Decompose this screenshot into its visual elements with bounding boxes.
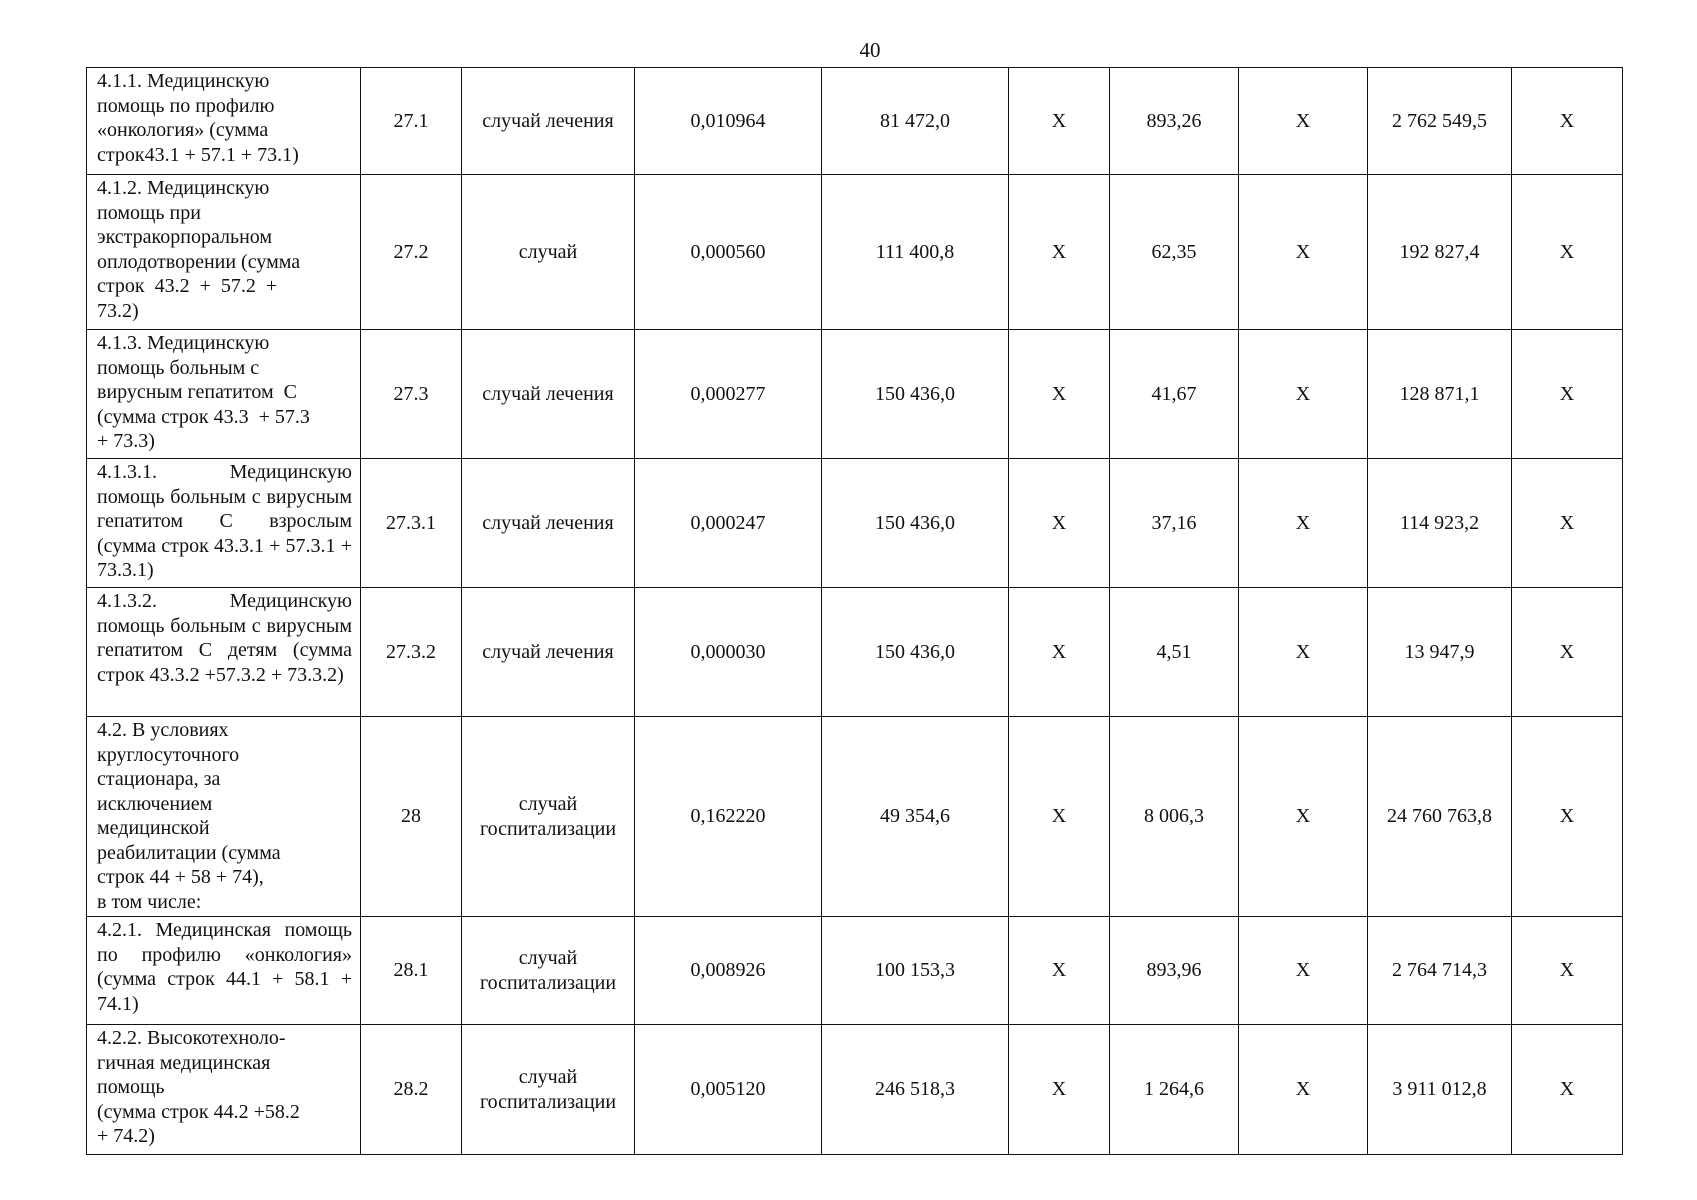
cell-x: Х [1512,588,1623,717]
cell-x: Х [1239,459,1368,588]
cell-per-capita: 893,96 [1110,917,1239,1025]
cell-norm: 0,005120 [635,1025,822,1155]
cell-unit: случай госпитализации [462,717,635,917]
table-body [87,68,1623,1155]
cell-cost: 246 518,3 [822,1025,1009,1155]
table-row [87,459,1623,588]
cell-line-number: 27.3 [361,330,462,459]
cell-line-number: 28.1 [361,917,462,1025]
cell-cost: 81 472,0 [822,68,1009,175]
cell-name: 4.1.3.2. Медицинскую помощь больным с вирусным гепатитом С детям (сумма строк 43.3.2 +57.3.2 + 73.3.2) [87,588,361,717]
cell-norm: 0,162220 [635,717,822,917]
cell-per-capita: 4,51 [1110,588,1239,717]
table-row [87,68,1623,175]
cell-per-capita: 37,16 [1110,459,1239,588]
cell-unit: случай госпитализации [462,1025,635,1155]
cell-x: Х [1512,68,1623,175]
cell-per-capita: 62,35 [1110,175,1239,330]
cell-total: 24 760 763,8 [1368,717,1512,917]
cell-unit: случай лечения [462,459,635,588]
cell-x: Х [1239,717,1368,917]
cell-x: Х [1009,917,1110,1025]
cell-line-number: 28 [361,717,462,917]
cell-line-number: 27.1 [361,68,462,175]
cell-x: Х [1239,330,1368,459]
cell-x: Х [1239,68,1368,175]
cell-total: 2 762 549,5 [1368,68,1512,175]
cell-name: 4.1.3. Медицинскую помощь больным с вирусным гепатитом С (сумма строк 43.3 + 57.3 + 73.3) [87,330,361,459]
cell-norm: 0,008926 [635,917,822,1025]
cell-unit: случай лечения [462,588,635,717]
cell-per-capita: 893,26 [1110,68,1239,175]
cell-total: 2 764 714,3 [1368,917,1512,1025]
cell-cost: 100 153,3 [822,917,1009,1025]
page-number: 40 [859,38,881,62]
cell-name: 4.1.2. Медицинскую помощь при экстракорпоральном оплодотворении (сумма строк 43.2 + 57.2 + 73.2) [87,175,361,330]
cell-x: Х [1512,917,1623,1025]
cell-norm: 0,010964 [635,68,822,175]
cell-x: Х [1512,717,1623,917]
cell-cost: 150 436,0 [822,330,1009,459]
table-row [87,717,1623,917]
cell-x: Х [1239,917,1368,1025]
cell-x: Х [1009,717,1110,917]
cell-total: 192 827,4 [1368,175,1512,330]
cell-unit: случай [462,175,635,330]
cell-norm: 0,000277 [635,330,822,459]
cell-cost: 150 436,0 [822,459,1009,588]
cell-norm: 0,000560 [635,175,822,330]
cell-x: Х [1009,459,1110,588]
cell-name: 4.1.1. Медицинскую помощь по профилю «онкология» (сумма строк43.1 + 57.1 + 73.1) [87,68,361,175]
cell-total: 114 923,2 [1368,459,1512,588]
cell-norm: 0,000247 [635,459,822,588]
cell-x: Х [1009,330,1110,459]
cell-unit: случай лечения [462,68,635,175]
cell-per-capita: 1 264,6 [1110,1025,1239,1155]
table-row [87,917,1623,1025]
cell-x: Х [1512,330,1623,459]
cell-x: Х [1239,588,1368,717]
cell-x: Х [1009,175,1110,330]
cell-cost: 49 354,6 [822,717,1009,917]
data-table [86,67,1623,1155]
cell-name: 4.2. В условиях круглосуточного стационара, за исключением медицинской реабилитации (сумма строк 44 + 58 + 74), в том числе: [87,717,361,917]
cell-name: 4.2.1. Медицинская помощь по профилю «онкология» (сумма строк 44.1 + 58.1 + 74.1) [87,917,361,1025]
cell-unit: случай госпитализации [462,917,635,1025]
cell-line-number: 27.3.2 [361,588,462,717]
cell-unit: случай лечения [462,330,635,459]
cell-cost: 150 436,0 [822,588,1009,717]
cell-per-capita: 8 006,3 [1110,717,1239,917]
table-row [87,330,1623,459]
cell-norm: 0,000030 [635,588,822,717]
cell-cost: 111 400,8 [822,175,1009,330]
cell-x: Х [1009,1025,1110,1155]
cell-line-number: 27.3.1 [361,459,462,588]
cell-name: 4.1.3.1. Медицинскую помощь больным с вирусным гепатитом С взрослым (сумма строк 43.3.1 + 57.3.1 + 73.3.1) [87,459,361,588]
cell-x: Х [1512,459,1623,588]
cell-total: 13 947,9 [1368,588,1512,717]
cell-total: 128 871,1 [1368,330,1512,459]
cell-line-number: 28.2 [361,1025,462,1155]
cell-x: Х [1009,588,1110,717]
cell-line-number: 27.2 [361,175,462,330]
cell-per-capita: 41,67 [1110,330,1239,459]
cell-x: Х [1512,175,1623,330]
cell-x: Х [1239,1025,1368,1155]
table-row [87,175,1623,330]
table-row [87,1025,1623,1155]
cell-x: Х [1009,68,1110,175]
table-row [87,588,1623,717]
cell-name: 4.2.2. Высокотехноло- гичная медицинская помощь (сумма строк 44.2 +58.2 + 74.2) [87,1025,361,1155]
cell-x: Х [1239,175,1368,330]
cell-total: 3 911 012,8 [1368,1025,1512,1155]
cell-x: Х [1512,1025,1623,1155]
